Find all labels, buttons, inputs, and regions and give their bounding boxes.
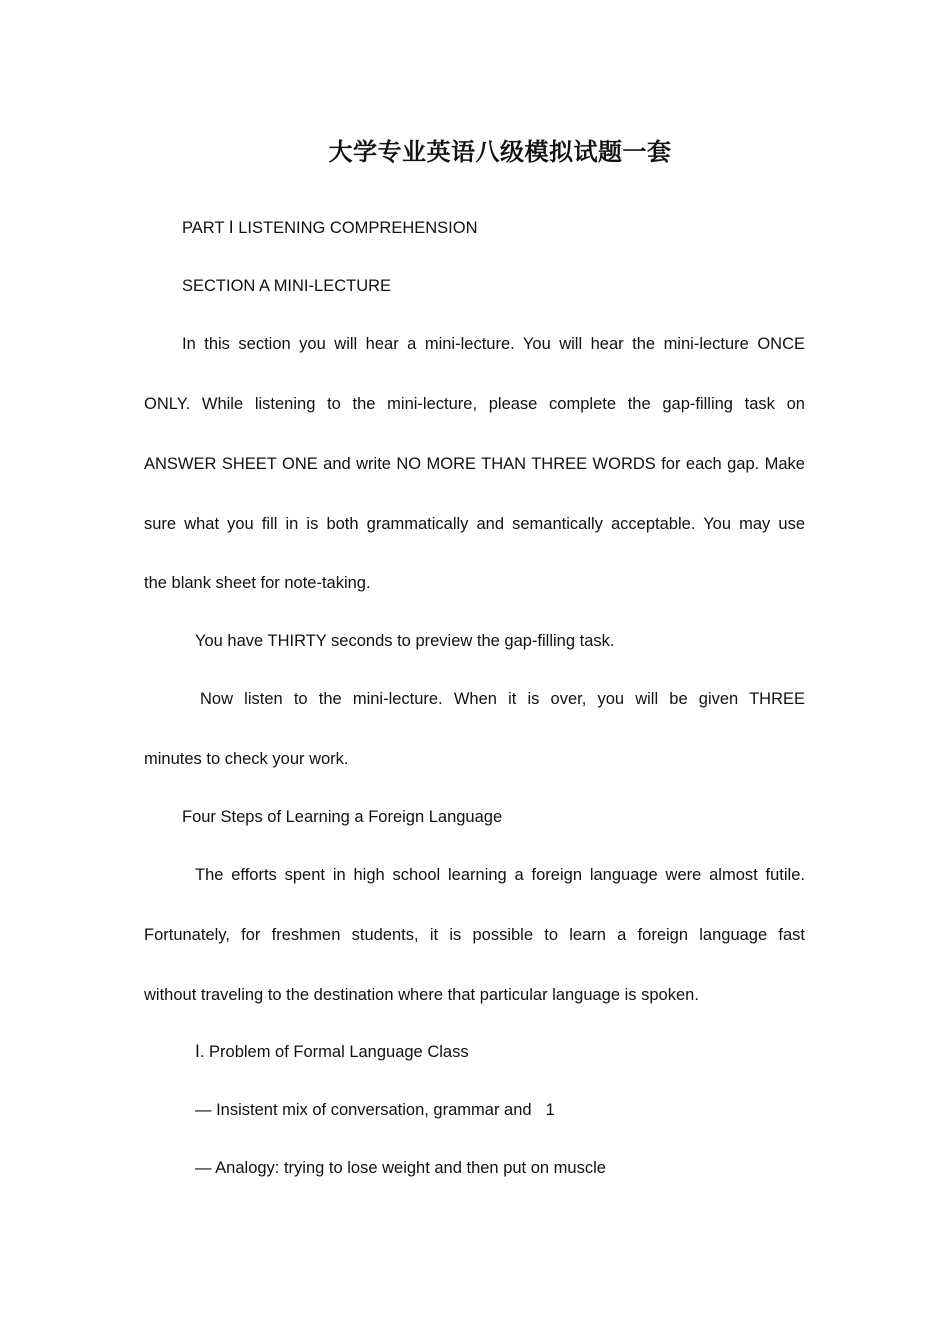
instructions-line-4: sure what you fill in is both grammatically and semantically acceptable. You may use [144, 515, 805, 533]
intro-line-1: The efforts spent in high school learning a foreign language were almost futile. [195, 866, 805, 884]
instructions-line-3: ANSWER SHEET ONE and write NO MORE THAN THREE WORDS for each gap. Make [144, 455, 805, 473]
gap-number-1: 1 [545, 1101, 555, 1119]
outline-item-2: — Analogy: trying to lose weight and then put on muscle [195, 1159, 606, 1177]
instructions-line-1: In this section you will hear a mini-lecture. You will hear the mini-lecture ONCE [182, 335, 805, 353]
lecture-title: Four Steps of Learning a Foreign Language [182, 808, 503, 826]
outline-heading: Ⅰ. Problem of Formal Language Class [195, 1043, 469, 1061]
instructions-line-5: the blank sheet for note-taking. [144, 574, 371, 592]
preview-note: You have THIRTY seconds to preview the gap-filling task. [195, 632, 615, 650]
instructions-line-2: ONLY. While listening to the mini-lecture, please complete the gap-filling task on [144, 395, 805, 413]
listen-note-line-2: minutes to check your work. [144, 750, 349, 768]
outline-item-1 [195, 1099, 555, 1121]
intro-line-2: Fortunately, for freshmen students, it is possible to learn a foreign language fast [144, 926, 805, 944]
part-heading: PART Ⅰ LISTENING COMPREHENSION [182, 219, 478, 237]
document-title: 大学专业英语八级模拟试题一套 [328, 137, 672, 166]
outline-item-1-text: — Insistent mix of conversation, grammar and [195, 1101, 532, 1119]
listen-note-line-1: Now listen to the mini-lecture. When it is over, you will be given THREE [200, 690, 805, 708]
section-heading: SECTION A MINI-LECTURE [182, 277, 392, 295]
intro-line-3: without traveling to the destination where that particular language is spoken. [144, 986, 699, 1004]
